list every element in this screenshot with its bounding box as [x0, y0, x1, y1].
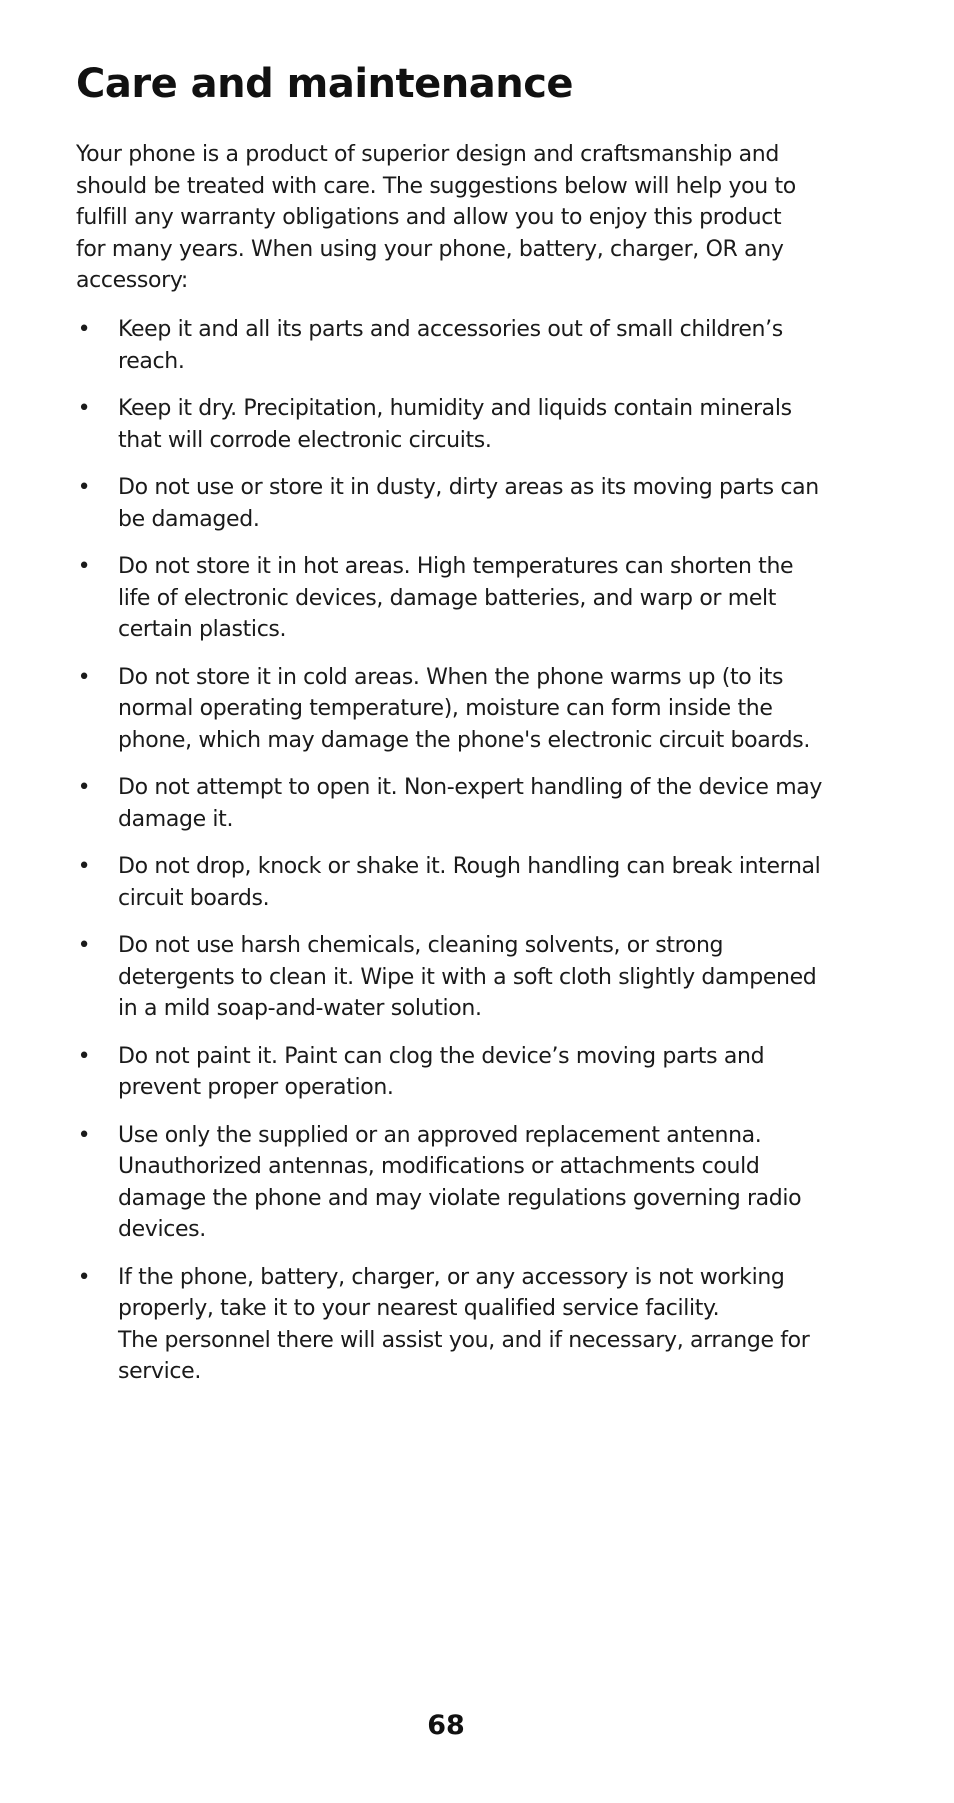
list-item-text: Keep it and all its parts and accessories out of small children’s reach.	[118, 317, 783, 374]
list-item-text: Do not use or store it in dusty, dirty areas as its moving parts can be damaged.	[118, 475, 819, 532]
list-item	[76, 851, 826, 914]
bullet-icon: •	[77, 933, 91, 958]
list-item	[76, 662, 826, 757]
list-item-text: Do not attempt to open it. Non-expert handling of the device may damage it.	[118, 775, 823, 832]
list-item-text: Do not use harsh chemicals, cleaning solvents, or strong detergents to clean it. Wipe it with a soft cloth slightly dampened in a mild soap-and-water solution.	[118, 933, 817, 1021]
bullet-icon: •	[77, 317, 91, 342]
list-item-text: Do not store it in hot areas. High temperatures can shorten the life of electronic devices, damage batteries, and warp or melt certain plastics.	[118, 554, 794, 642]
bullet-icon: •	[77, 554, 91, 579]
list-item-text: Do not drop, knock or shake it. Rough handling can break internal circuit boards.	[118, 854, 821, 911]
list-item	[76, 393, 826, 456]
list-item-text: Keep it dry. Precipitation, humidity and liquids contain minerals that will corrode electronic circuits.	[118, 396, 792, 453]
list-item-text: Use only the supplied or an approved replacement antenna. Unauthorized antennas, modifications or attachments could damage the phone and may violate regulations governing radio devices.	[118, 1122, 802, 1242]
list-item	[76, 472, 826, 535]
bullet-icon: •	[77, 664, 91, 690]
list-item-text: If the phone, battery, charger, or any accessory is not working properly, take it to your nearest qualified service facility. The personnel there will assist you, and if necessary, arrange for service.	[118, 1264, 810, 1384]
list-item	[76, 930, 826, 1025]
bullet-icon: •	[77, 1122, 91, 1148]
list-item-text: Do not paint it. Paint can clog the device’s moving parts and prevent proper operation.	[118, 1043, 765, 1100]
list-item	[76, 772, 826, 835]
list-item	[76, 1120, 826, 1246]
bullet-icon: •	[77, 854, 91, 879]
intro-paragraph: Your phone is a product of superior design and craftsmanship and should be treated with care. The suggestions below will help you to fulfill any warranty obligations and allow you to enjoy this product for many years. When using your phone, battery, charger, OR any accessory:	[76, 142, 796, 293]
bullet-icon: •	[77, 1264, 91, 1290]
bullet-icon: •	[77, 475, 91, 500]
list-item	[76, 1041, 826, 1104]
list-item	[76, 1262, 826, 1388]
list-item	[76, 551, 826, 646]
care-instructions-list	[76, 314, 826, 1404]
bullet-icon: •	[77, 396, 91, 421]
list-item	[76, 314, 826, 377]
page-number: 68	[427, 1710, 465, 1741]
page-title: Care and maintenance	[76, 61, 574, 107]
bullet-icon: •	[77, 775, 91, 800]
bullet-icon: •	[77, 1043, 91, 1069]
list-item-text: Do not store it in cold areas. When the phone warms up (to its normal operating temperature), moisture can form inside the phone, which may damage the phone's electronic circuit boards.	[118, 664, 811, 753]
